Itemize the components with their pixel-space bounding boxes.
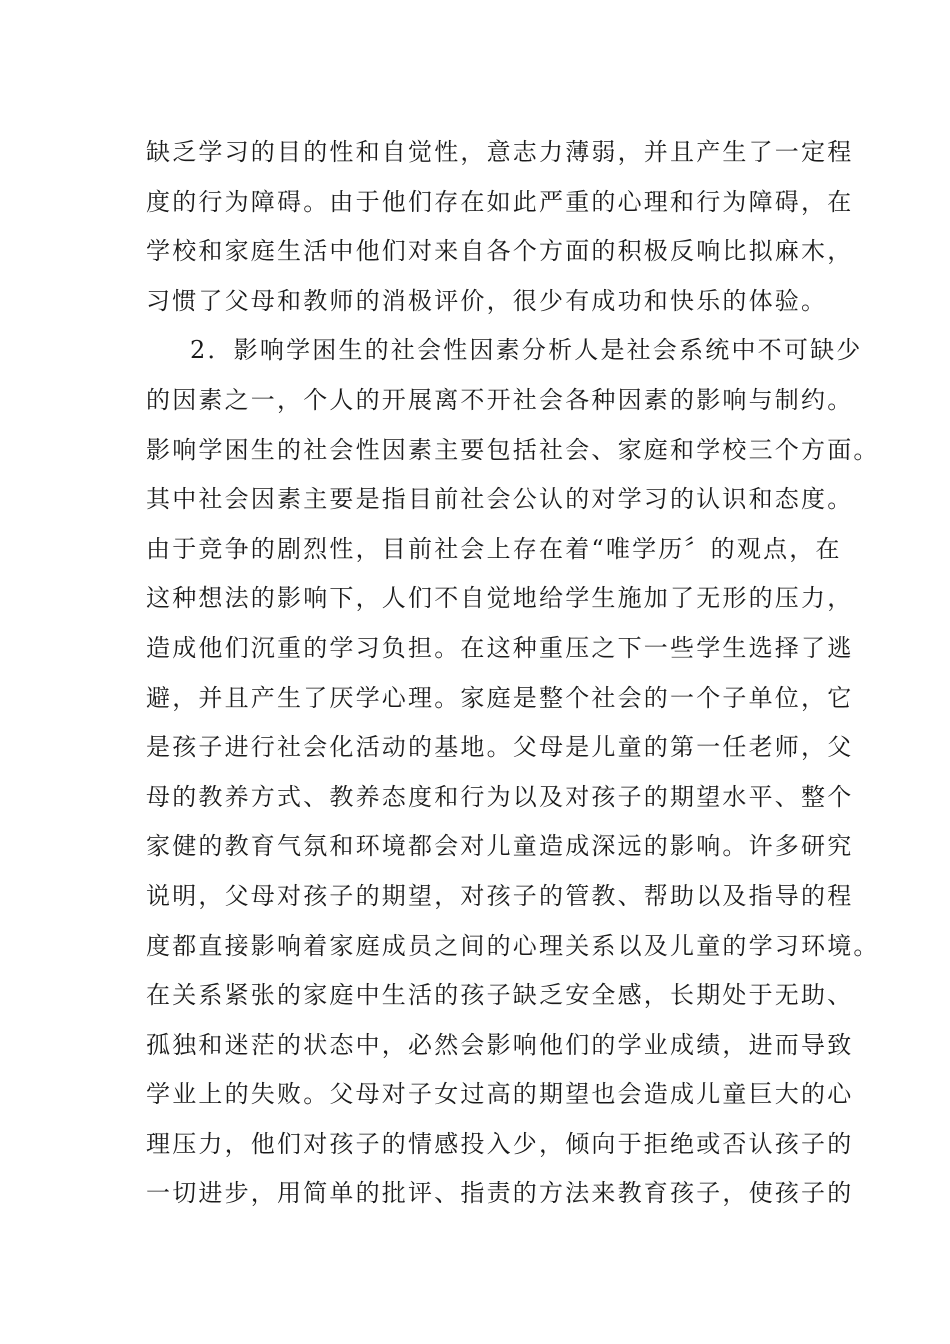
text-line: 是孩子进行社会化活动的基地。父母是儿童的第一任老师，父 — [146, 733, 854, 762]
text-line: 缺乏学习的目的性和自觉性，意志力薄弱，并且产生了一定程 — [146, 138, 854, 166]
text-line: 母的教养方式、教养态度和行为以及对孩子的期望水平、整个 — [146, 782, 854, 811]
text-line: 在关系紧张的家庭中生活的孩子缺乏安全感，长期处于无助、 — [146, 981, 854, 1010]
text-line: 学校和家庭生活中他们对来自各个方面的积极反响比拟麻木， — [146, 237, 854, 266]
text-line: 度的行为障碍。由于他们存在如此严重的心理和行为障碍，在 — [146, 187, 854, 216]
paragraph-start-line: 2．影响学困生的社会性因素分析人是社会系统中不可缺少 — [190, 336, 863, 365]
text-line: 说明，父母对孩子的期望，对孩子的管教、帮助以及指导的程 — [146, 881, 854, 910]
text-line: 这种想法的影响下，人们不自觉地给学生施加了无形的压力， — [146, 584, 854, 613]
text-line: 习惯了父母和教师的消极评价，很少有成功和快乐的体验。 — [146, 286, 828, 315]
text-line: 影响学困生的社会性因素主要包括社会、家庭和学校三个方面。 — [146, 435, 880, 464]
text-line: 孤独和迷茫的状态中，必然会影响他们的学业成绩，进而导致 — [146, 1030, 854, 1059]
text-line: 的因素之一，个人的开展离不开社会各种因素的影响与制约。 — [146, 385, 854, 414]
text-line: 一切进步，用简单的批评、指责的方法来教育孩子，使孩子的 — [146, 1179, 854, 1208]
text-line: 学业上的失败。父母对子女过高的期望也会造成儿童巨大的心 — [146, 1080, 854, 1109]
text-line: 避，并且产生了厌学心理。家庭是整个社会的一个子单位，它 — [146, 683, 854, 712]
text-line: 理压力，他们对孩子的情感投入少，倾向于拒绝或否认孩子的 — [146, 1129, 854, 1158]
text-line: 家健的教育气氛和环境都会对儿童造成深远的影响。许多研究 — [146, 832, 854, 861]
text-line: 由于竞争的剧烈性，目前社会上存在着“唯学历〞的观点，在 — [146, 534, 842, 563]
text-line: 度都直接影响着家庭成员之间的心理关系以及儿童的学习环境。 — [146, 931, 880, 960]
body-text — [146, 128, 880, 1219]
text-line: 其中社会因素主要是指目前社会公认的对学习的认识和态度。 — [146, 485, 854, 514]
text-line: 造成他们沉重的学习负担。在这种重压之下一些学生选择了逃 — [146, 633, 854, 662]
